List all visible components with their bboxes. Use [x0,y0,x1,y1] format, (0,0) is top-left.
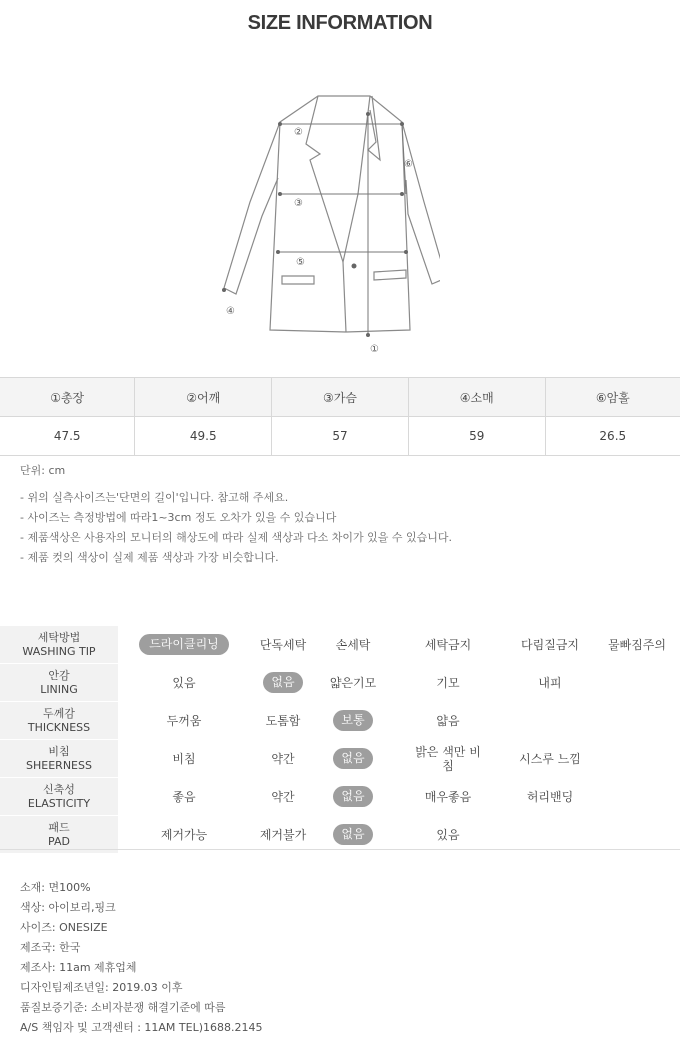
page-title: SIZE INFORMATION [247,12,433,34]
measurement-dots [222,112,408,337]
selected-badge: 드라이클리닝 [139,634,229,655]
care-label-pad: 패드 PAD [0,816,118,854]
care-option: 물빠짐주의 [608,638,666,652]
unit-label: 단위: cm [20,464,66,477]
note-item: - 제품 컷의 색상이 실제 제품 색상과 가장 비슷합니다. [20,551,279,564]
note-item: - 제품색상은 사용자의 모니터의 해상도에 따라 실제 색상과 다소 차이가 있을 수 있습니다. [20,531,452,544]
size-table [0,377,680,456]
jacket-outline [224,96,440,332]
care-option: 비침 [172,752,196,766]
selected-badge: 없음 [263,672,302,693]
size-table-row [0,417,680,456]
care-option [118,626,250,664]
care-label-elasticity: 신축성 ELASTICITY [0,778,118,816]
care-option: 허리밴딩 [526,790,574,804]
care-option [250,664,316,702]
selected-badge: 보통 [333,710,372,731]
note-item: - 위의 실측사이즈는'단면의 길이'입니다. 참고해 주세요. [20,491,289,504]
care-label-thickness: 두께감 THICKNESS [0,702,118,740]
care-row-sheerness [0,740,680,778]
care-label-sheerness: 비침 SHEERNESS [0,740,118,778]
care-option: 단독세탁 [259,638,307,652]
care-label-washing: 세탁방법 WASHING TIP [0,626,118,664]
marker-length: ① [370,344,379,355]
care-option: 약간 [271,790,295,804]
note-item: - 사이즈는 측정방법에 따라1~3cm 정도 오차가 있을 수 있습니다 [20,511,337,524]
care-option: 손세탁 [335,638,371,652]
care-option: 있음 [172,676,196,690]
marker-sleeve: ④ [226,306,235,317]
care-row-thickness [0,702,680,740]
care-option: 두꺼움 [166,714,202,728]
info-country: 제조국: 한국 [20,941,81,954]
product-info-list [20,878,263,1038]
selected-badge: 없음 [333,824,372,845]
care-option: 제거가능 [160,828,208,842]
info-as-contact: A/S 책임자 및 고객센터 : 11AM TEL)1688.2145 [20,1021,263,1034]
info-color: 색상: 아이보리,핑크 [20,901,116,914]
care-label-lining: 안감 LINING [0,664,118,702]
size-table-header [0,378,680,417]
info-quality: 품질보증기준: 소비자분쟁 해결기준에 따름 [20,1001,226,1014]
care-option: 도톰함 [265,714,301,728]
care-option: 다림질금지 [521,638,579,652]
selected-badge: 없음 [333,748,372,769]
size-value-length: 47.5 [0,417,135,456]
info-size: 사이즈: ONESIZE [20,921,108,934]
size-header-sleeve: ④소매 [408,378,545,417]
care-row-pad [0,816,680,854]
size-value-sleeve: 59 [408,417,545,456]
care-option: 얇은기모 [329,676,377,690]
care-row-elasticity [0,778,680,816]
care-option: 기모 [436,676,460,690]
size-value-chest: 57 [272,417,409,456]
size-header-length: ①총장 [0,378,135,417]
care-option: 제거불가 [259,828,307,842]
size-header-armhole: ⑥암홀 [545,378,680,417]
care-option: 약간 [271,752,295,766]
care-option: 세탁금지 [424,638,472,652]
care-option [316,816,390,854]
selected-badge: 없음 [333,786,372,807]
marker-shoulder: ② [294,127,303,138]
care-row-lining [0,664,680,702]
size-notes [20,488,452,568]
care-option: 밝은 색만 비침 [415,744,481,773]
care-row-washing [0,626,680,664]
care-option: 시스루 느낌 [519,751,581,766]
divider [0,849,680,850]
jacket-measurement-diagram [210,90,440,360]
info-date: 디자인팀제조년일: 2019.03 이후 [20,981,183,994]
info-manufacturer: 제조사: 11am 제휴업체 [20,961,137,974]
care-option: 있음 [436,828,460,842]
care-option: 매우좋음 [424,790,472,804]
measurement-lines [278,114,406,335]
marker-hem: ⑤ [296,257,305,268]
care-option: 얇음 [436,714,460,728]
care-option [316,740,390,778]
care-option [316,778,390,816]
size-header-chest: ③가슴 [272,378,409,417]
care-option: 내피 [538,676,562,690]
size-value-armhole: 26.5 [545,417,680,456]
marker-chest: ③ [294,198,303,209]
marker-armhole: ⑥ [404,159,413,170]
care-option [316,702,390,740]
info-material: 소재: 면100% [20,881,91,894]
care-table [0,626,680,854]
size-header-shoulder: ②어깨 [135,378,272,417]
care-option: 좋음 [172,790,196,804]
size-value-shoulder: 49.5 [135,417,272,456]
